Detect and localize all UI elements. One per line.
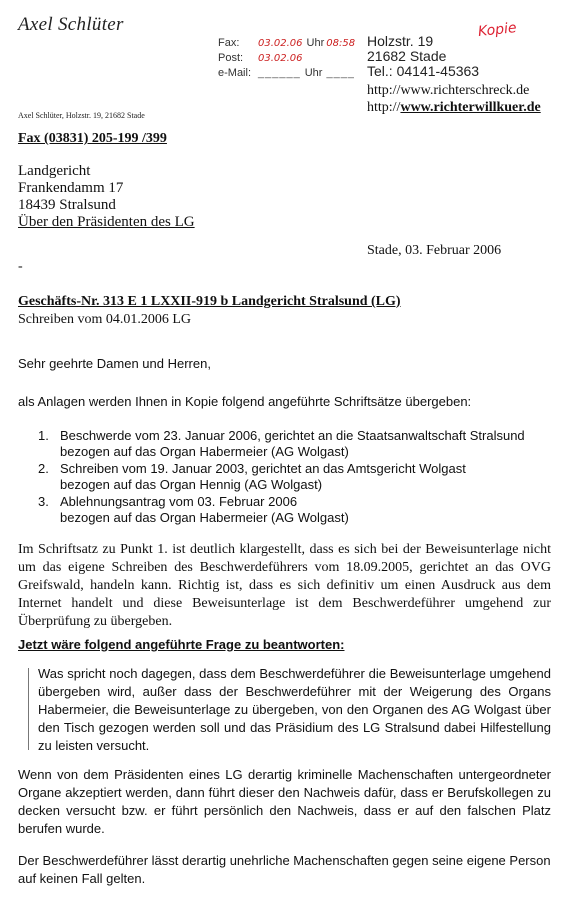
list-item-line-1: Beschwerde vom 23. Januar 2006, gerichtet an die Staatsanwaltschaft Stralsund xyxy=(60,428,525,443)
dash-mark: - xyxy=(18,259,23,274)
fax-meta-row xyxy=(218,36,355,51)
reference-block xyxy=(18,293,401,329)
sender-city: 21682 Stade xyxy=(367,48,447,64)
recipient-address xyxy=(18,163,195,231)
email-time-blank: ____ xyxy=(326,67,355,79)
sender-street: Holzstr. 19 xyxy=(367,33,434,49)
reference-subject: Geschäfts-Nr. 313 E 1 LXXII-919 b Landgericht Stralsund (LG) xyxy=(18,294,401,309)
list-item-line-1: Ablehnungsantrag vom 03. Februar 2006 xyxy=(60,494,298,509)
email-meta-label: e-Mail: xyxy=(218,67,252,79)
return-address: Axel Schlüter, Holzstr. 19, 21682 Stade xyxy=(18,111,145,120)
fax-uhr-label: Uhr xyxy=(306,37,325,49)
intro-text: als Anlagen werden Ihnen in Kopie folgend angeführte Schriftsätze übergeben: xyxy=(18,394,472,409)
question-heading: Jetzt wäre folgend angeführte Frage zu beantworten: xyxy=(18,637,345,652)
kopie-stamp: Kopie xyxy=(477,20,518,40)
post-date-handwritten: 03.02.06 xyxy=(258,53,303,64)
website-link-1[interactable]: http://www.richterschreck.de xyxy=(367,83,530,98)
list-item-line-1: Schreiben vom 19. Januar 2003, gerichtet an das Amtsgericht Wolgast xyxy=(60,461,466,476)
list-item-line-2: bezogen auf das Organ Hennig (AG Wolgast) xyxy=(60,477,323,492)
recipient-line-1: Landgericht xyxy=(18,163,91,179)
margin-mark xyxy=(28,668,29,750)
list-item-number: 1. xyxy=(38,428,49,443)
question-text: Was spricht noch dagegen, dass dem Beschwerdeführer die Beweisunterlage umgehend übergeben wird, außer dass der Beschwerdeführer mit der Weigerung des Organs Habermeier, die Beweisunterlage zu übergeben, von den Organen des AG Wolgast über den Tisch gezogen werden soll und das Präsidium des LG Stralsund dabei Hilfestellung zu leisten versucht. xyxy=(38,666,551,753)
fax-number: Fax (03831) 205-199 /399 xyxy=(18,131,167,146)
recipient-line-4: Über den Präsidenten des LG xyxy=(18,214,195,230)
sender-websites xyxy=(367,82,541,116)
list-item xyxy=(38,461,538,493)
fax-date-handwritten: 03.02.06 xyxy=(258,38,303,49)
website-2-domain[interactable]: www.richterwillkuer.de xyxy=(400,100,541,115)
website-link-2[interactable] xyxy=(367,99,541,116)
body-paragraph-2: Wenn von dem Präsidenten eines LG derartig kriminelle Machenschaften untergeordneter Organe akzeptiert werden, dann führt dieser den Nachweis dafür, dass er Berufskollegen zu decken versucht bzw. er führt persönlich den Nachweis, dass er auf den falschen Platz berufen wurde. xyxy=(18,767,551,836)
sender-address xyxy=(367,34,479,79)
post-meta-label: Post: xyxy=(218,52,244,64)
list-item xyxy=(38,428,538,460)
recipient-line-2: Frankendamm 17 xyxy=(18,180,124,196)
email-uhr-label: Uhr xyxy=(304,67,323,79)
reference-letter: Schreiben vom 04.01.2006 LG xyxy=(18,312,192,327)
list-item-number: 3. xyxy=(38,494,49,509)
recipient-line-3: 18439 Stralsund xyxy=(18,197,116,213)
body-paragraph-1: Im Schriftsatz zu Punkt 1. ist deutlich klargestellt, dass es sich bei der Beweisunterlage nicht um das eigene Schreiben des Beschwerdeführers vom 18.09.2005, gerichtet an das OVG Greifswald, handeln kann. Richtig ist, dass es sich definitiv um einen Ausdruck aus dem Internet handelt und diese Beweisunterlage ist dem Beschwerdeführer umgehend zur Überprüfung zu übergeben. xyxy=(18,542,551,629)
body-paragraph-3: Der Beschwerdeführer lässt derartig unehrliche Machenschaften gegen seine eigene Person auf keinen Fall gelten. xyxy=(18,853,551,886)
letter-date: Stade, 03. Februar 2006 xyxy=(367,243,502,258)
website-2-prefix: http:// xyxy=(367,100,401,115)
fax-time-handwritten: 08:58 xyxy=(326,38,356,49)
list-item-number: 2. xyxy=(38,461,49,476)
fax-meta-label: Fax: xyxy=(218,37,240,49)
sender-phone: Tel.: 04141-45363 xyxy=(367,63,480,79)
attachment-list xyxy=(38,428,538,527)
list-item-line-2: bezogen auf das Organ Habermeier (AG Wolgast) xyxy=(60,444,349,459)
transmission-meta xyxy=(218,36,355,80)
email-meta-row xyxy=(218,66,355,80)
salutation: Sehr geehrte Damen und Herren, xyxy=(18,356,211,371)
post-meta-row xyxy=(218,51,355,66)
list-item-line-2: bezogen auf das Organ Habermeier (AG Wolgast) xyxy=(60,510,349,525)
list-item xyxy=(38,494,538,526)
email-date-blank: ______ xyxy=(258,67,301,79)
sender-name: Axel Schlüter xyxy=(18,14,124,35)
